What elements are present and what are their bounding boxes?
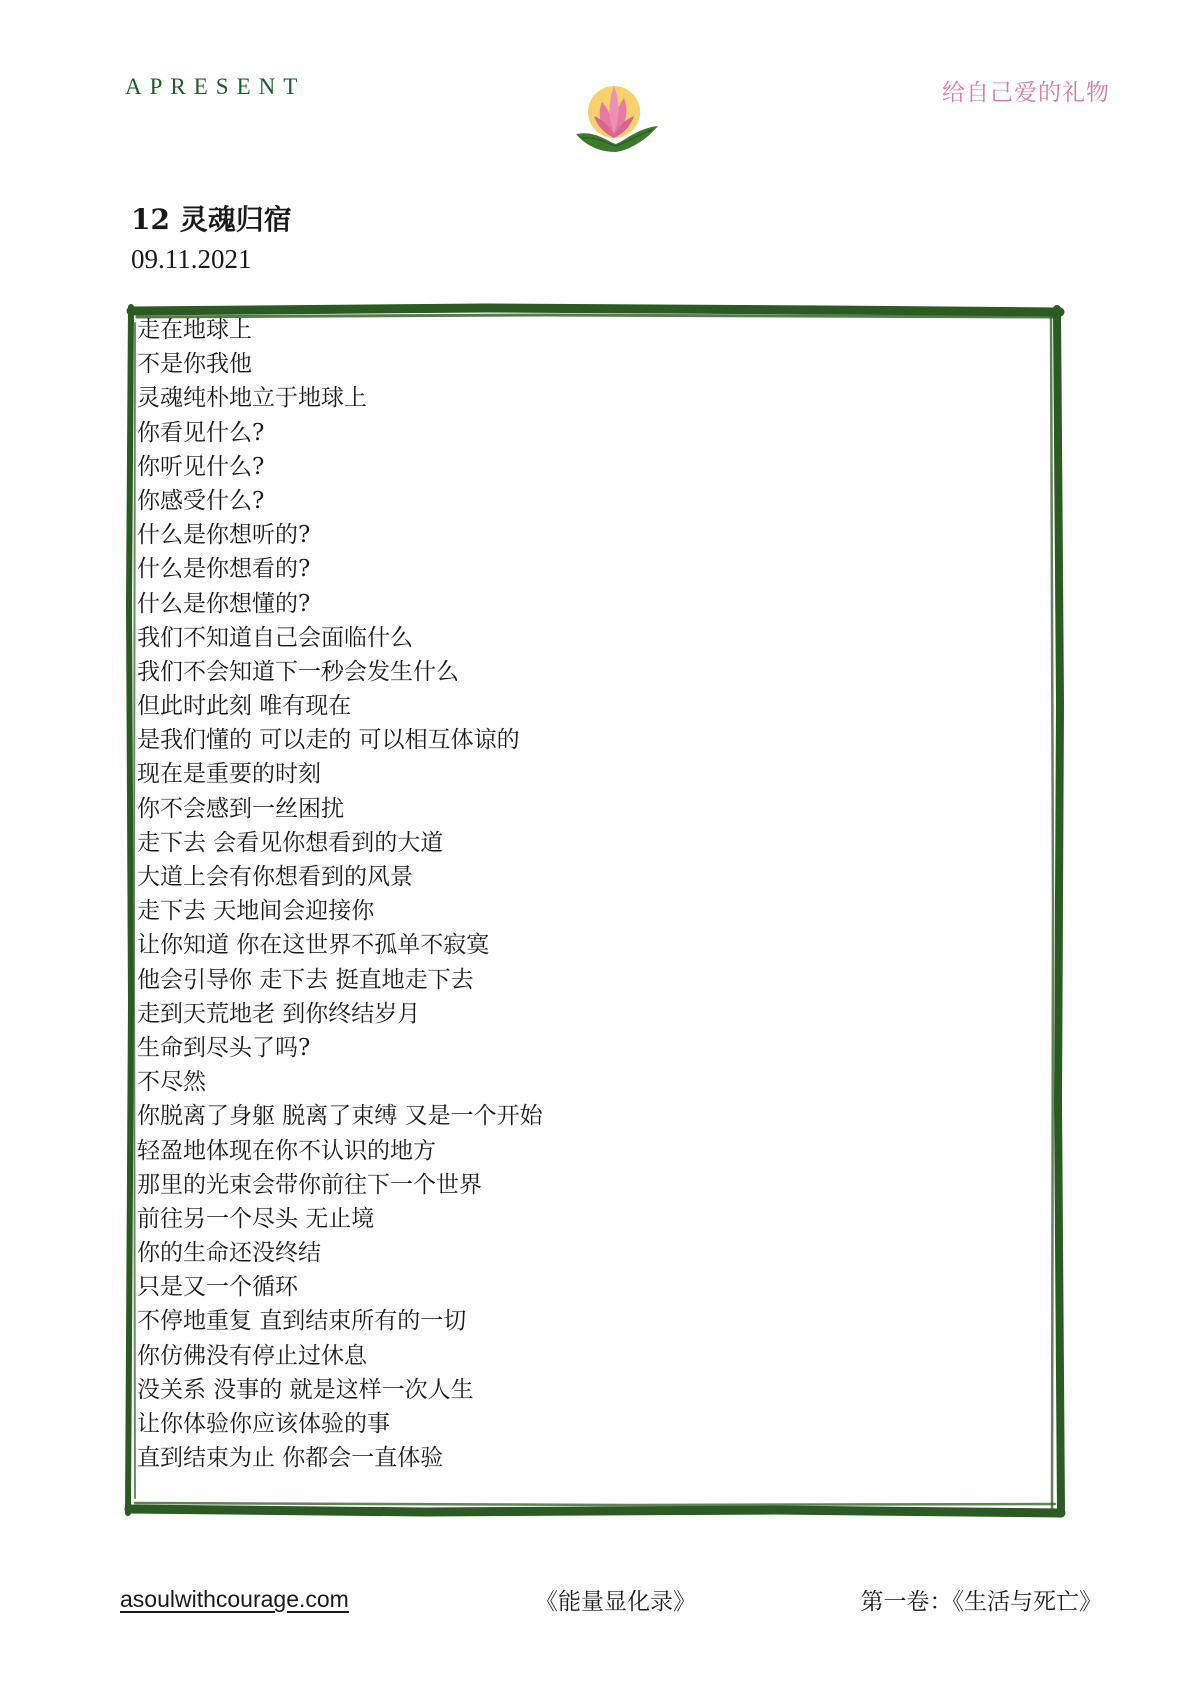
poem-line: 什么是你想听的? (137, 522, 311, 549)
poem-line: 你仿佛没有停止过休息 (137, 1342, 367, 1369)
poem-line: 你看见什么? (137, 419, 265, 446)
poem-line: 不停地重复 直到结束所有的一切 (137, 1308, 467, 1335)
page-title: 12 灵魂归宿 (131, 203, 292, 236)
poem-line: 走下去 会看见你想看到的大道 (137, 829, 444, 856)
poem-line: 什么是你想看的? (137, 556, 311, 583)
brand-name: APRESENT (125, 74, 306, 99)
poem-line: 没关系 没事的 就是这样一次人生 (137, 1376, 474, 1403)
poem-line: 让你知道 你在这世界不孤单不寂寞 (137, 932, 490, 959)
poem-line: 他会引导你 走下去 挺直地走下去 (137, 966, 474, 993)
poem-line: 你脱离了身躯 脱离了束缚 又是一个开始 (137, 1103, 543, 1130)
poem-line: 但此时此刻 唯有现在 (137, 693, 352, 720)
poem-line: 大道上会有你想看到的风景 (137, 864, 413, 890)
poem-line: 我们不知道自己会面临什么 (137, 624, 413, 651)
poem-line: 你不会感到一丝困扰 (137, 795, 344, 822)
poem-line: 你的生命还没终结 (137, 1240, 321, 1267)
poem-line: 只是又一个循环 (137, 1274, 298, 1301)
volume-title: 第一卷：《生活与死亡》 (860, 1589, 1102, 1615)
poem-line: 灵魂纯朴地立于地球上 (137, 385, 367, 412)
poem-line: 是我们懂的 可以走的 可以相互体谅的 (137, 727, 520, 754)
poem-line: 走到天荒地老 到你终结岁月 (137, 1000, 421, 1027)
poem-line: 走下去 天地间会迎接你 (137, 898, 375, 925)
poem-line: 前往另一个尽头 无止境 (137, 1205, 375, 1232)
poem-line: 现在是重要的时刻 (137, 761, 321, 788)
poem-text (137, 313, 1037, 1475)
book-title: 《能量显化录》 (535, 1589, 696, 1615)
lotus-flower-icon (568, 72, 664, 164)
poem-line: 让你体验你应该体验的事 (137, 1411, 390, 1437)
poem-line: 不尽然 (137, 1069, 206, 1096)
poem-line: 生命到尽头了吗? (137, 1034, 311, 1061)
website-link[interactable]: asoulwithcourage.com (120, 1586, 349, 1612)
poem-line: 轻盈地体现在你不认识的地方 (137, 1137, 436, 1164)
poem-line: 那里的光束会带你前往下一个世界 (137, 1171, 482, 1198)
poem-line: 走在地球上 (137, 317, 252, 343)
poem-line: 我们不会知道下一秒会发生什么 (137, 658, 459, 685)
poem-line: 不是你我他 (137, 351, 252, 378)
page-date: 09.11.2021 (131, 244, 252, 274)
tagline: 给自己爱的礼物 (942, 80, 1110, 106)
poem-line: 你听见什么? (137, 453, 265, 480)
poem-line: 什么是你想懂的? (137, 590, 311, 617)
poem-line: 直到结束为止 你都会一直体验 (137, 1445, 444, 1472)
poem-line: 你感受什么? (137, 487, 265, 514)
